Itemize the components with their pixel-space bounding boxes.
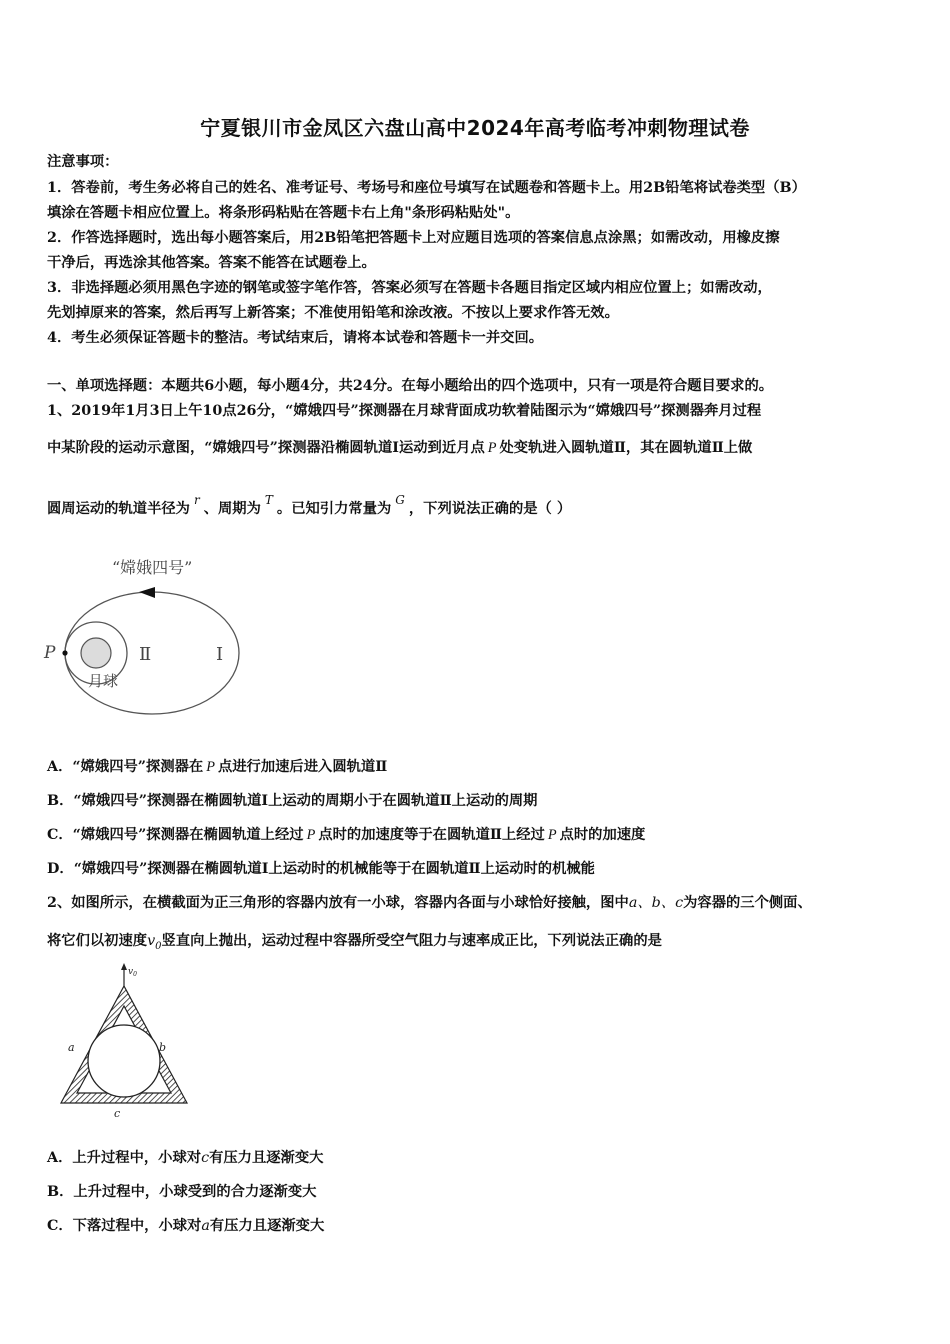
- q1-stem-line-1: 1、2019年1月3日上午10点26分，“嫦娥四号”探测器在月球背面成功软着陆图示为“嫦娥四号”探测器奔月过程: [47, 403, 762, 419]
- var-v0: [147, 933, 162, 952]
- probe-label: “嫦娥四号”: [112, 558, 193, 577]
- q1-stem-text: 、周期为: [203, 501, 261, 517]
- var-p: P: [206, 759, 215, 775]
- v0-label-subscript: 0: [133, 971, 137, 978]
- velocity-arrow-icon: [121, 963, 127, 970]
- q1-stem-line-2: [47, 438, 917, 458]
- side-c-label: c: [114, 1107, 121, 1120]
- page-title: 宁夏银川市金凤区六盘山高中2024年高考临考冲刺物理试卷: [200, 116, 750, 140]
- var-t: T: [264, 493, 273, 507]
- triangle-container-diagram: [48, 960, 198, 1120]
- notice-heading: 注意事项：: [47, 154, 119, 170]
- notice-line-1: 1．答卷前，考生务必将自己的姓名、准考证号、考场号和座位号填写在试题卷和答题卡上。用2B铅笔将试卷类型（B）: [47, 180, 806, 196]
- probe-arrow-icon: [139, 587, 155, 598]
- q2-stem-text: 为容器的三个侧面、: [683, 895, 812, 911]
- moon-label: 月球: [88, 672, 119, 690]
- q1-stem-text: 圆周运动的轨道半径为: [47, 501, 190, 517]
- q2-stem-text: 竖直向上抛出，运动过程中容器所受空气阻力与速率成正比，下列说法正确的是: [161, 933, 662, 949]
- notice-line-6: 先划掉原来的答案，然后再写上新答案；不准使用铅笔和涂改液。不按以上要求作答无效。: [47, 305, 619, 321]
- side-b-label: b: [159, 1041, 167, 1054]
- option-text: A．上升过程中，小球对: [47, 1150, 202, 1166]
- var-p: P: [547, 827, 557, 843]
- q1-stem-line-3: [47, 493, 917, 519]
- v0-letter: v: [147, 933, 156, 949]
- q2-stem-text: 将它们以初速度: [47, 933, 148, 949]
- option-text: C．“嫦娥四号”探测器在椭圆轨道上经过: [47, 827, 304, 843]
- option-text: 点时的加速度等于在圆轨道Ⅱ上经过: [318, 827, 545, 843]
- notice-line-4: 干净后，再选涂其他答案。答案不能答在试题卷上。: [47, 255, 376, 271]
- section-1-heading: 一、单项选择题：本题共6小题，每小题4分，共24分。在每小题给出的四个选项中，只有一项是符合题目要求的。: [47, 378, 774, 394]
- option-text: A．“嫦娥四号”探测器在: [47, 759, 204, 775]
- moon: [81, 638, 111, 668]
- v0-label: [128, 967, 137, 978]
- var-r: r: [193, 493, 200, 507]
- var-p: P: [306, 827, 316, 843]
- var-p: P: [487, 440, 497, 456]
- v0-subscript: 0: [155, 940, 162, 952]
- q2-option-c: [47, 1216, 917, 1236]
- q1-option-a: [47, 757, 917, 777]
- v0-label-letter: v: [128, 967, 134, 977]
- q2-stem-line-2: [47, 931, 917, 957]
- var-g: G: [395, 493, 405, 507]
- side-a-label: a: [68, 1041, 75, 1054]
- small-ball: [88, 1025, 160, 1097]
- option-text: C．下落过程中，小球对: [47, 1218, 202, 1234]
- q1-stem-text: 中某阶段的运动示意图，“嫦娥四号”探测器沿椭圆轨道Ⅰ运动到近月点: [47, 440, 485, 456]
- q1-stem-text: 。已知引力常量为: [276, 501, 392, 517]
- orbit-1-label: Ⅰ: [216, 644, 224, 665]
- q1-stem-text: ，下列说法正确的是（ ）: [408, 501, 572, 517]
- q2-stem-line-1: [47, 893, 917, 913]
- option-text: 有压力且逐渐变大: [209, 1218, 325, 1234]
- q2-stem-text: 2、如图所示，在横截面为正三角形的容器内放有一小球，容器内各面与小球恰好接触，图中: [47, 895, 629, 911]
- q1-option-b: B．“嫦娥四号”探测器在椭圆轨道Ⅰ上运动的周期小于在圆轨道Ⅱ上运动的周期: [47, 793, 538, 809]
- point-p-marker: [62, 650, 67, 655]
- orbit-diagram: [40, 545, 250, 720]
- q1-option-d: D．“嫦娥四号”探测器在椭圆轨道Ⅰ上运动时的机械能等于在圆轨道Ⅱ上运动时的机械能: [47, 861, 595, 877]
- notice-line-2: 填涂在答题卡相应位置上。将条形码粘贴在答题卡右上角"条形码粘贴处"。: [47, 205, 520, 221]
- q1-stem-text: 处变轨进入圆轨道Ⅱ，其在圆轨道Ⅱ上做: [499, 440, 753, 456]
- notice-line-5: 3．非选择题必须用黑色字迹的钢笔或签字笔作答，答案必须写在答题卡各题目指定区域内相应位置上；如需改动，: [47, 280, 772, 296]
- orbit-2-label: Ⅱ: [139, 644, 152, 665]
- point-p-label: P: [44, 643, 56, 663]
- q2-option-b: B．上升过程中，小球受到的合力逐渐变大: [47, 1184, 317, 1200]
- sides-abc: a、b、c: [628, 895, 684, 911]
- var-a: a: [201, 1218, 210, 1234]
- q1-option-c: [47, 825, 917, 845]
- notice-line-3: 2．作答选择题时，选出每小题答案后，用2B铅笔把答题卡上对应题目选项的答案信息点涂黑；如需改动，用橡皮擦: [47, 230, 780, 246]
- notice-line-7: 4．考生必须保证答题卡的整洁。考试结束后，请将本试卷和答题卡一并交回。: [47, 330, 544, 346]
- q2-option-a: [47, 1148, 917, 1168]
- option-text: 点进行加速后进入圆轨道Ⅱ: [217, 759, 388, 775]
- var-c: c: [201, 1150, 210, 1166]
- option-text: 点时的加速度: [559, 827, 646, 843]
- option-text: 有压力且逐渐变大: [209, 1150, 324, 1166]
